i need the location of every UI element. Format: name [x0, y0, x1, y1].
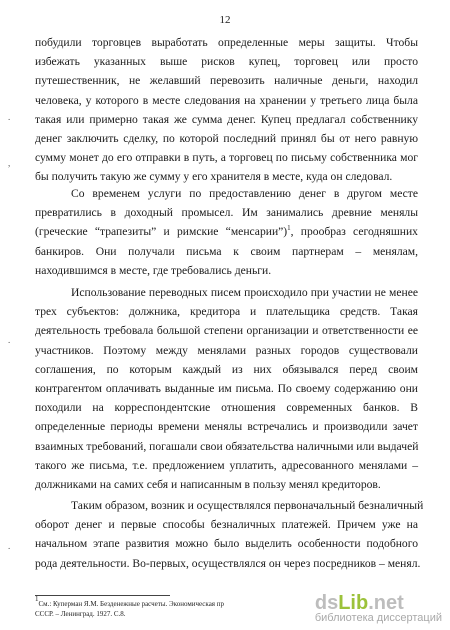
footnote-text: См.: Куперман Я.М. Безденежные расчеты. Экономическая пр: [38, 600, 225, 608]
footnote-line: [35, 595, 285, 609]
paragraph-4: [35, 496, 424, 573]
footnote-line: СССР. – Ленинград. 1927. С.8.: [35, 610, 126, 618]
text-line: побудили торговцев выработать определенные меры защиты. Чтобы: [35, 36, 418, 49]
margin-mark: .: [8, 112, 11, 122]
text-line: участников. Поэтому между менялами разных городов существовали: [35, 343, 418, 357]
watermark-tagline: библиотека диссертаций: [314, 612, 442, 624]
text-line: путешественник, не желавший перевозить наличные деньги, находил: [35, 74, 418, 88]
margin-mark: .: [8, 335, 11, 345]
text-line: избежать указанных выше рисков купец, торговец или просто: [35, 55, 418, 69]
paragraph-2: [35, 184, 418, 280]
text-line: контрагентом оплачивать выданные им письма. По своему содержанию они: [35, 381, 418, 395]
text-line: определенные периоды времени менялы встречались и производили зачет: [35, 420, 418, 434]
text-line: рода деятельности. Во-первых, осуществлялся он через посредников – менял.: [35, 556, 421, 570]
text-line: такая или примерно такая же сумма денег. Купец предлагал собственнику: [35, 112, 418, 126]
watermark: [315, 592, 442, 624]
text-line: походили на корреспондентские отношения современных банков. В: [35, 401, 418, 415]
text-line: Использование переводных писем происходило при участии не менее: [71, 286, 418, 299]
logo-lib: Lib: [338, 592, 369, 614]
text-line-with-footnote: [35, 222, 418, 241]
text-line: находившимся в месте, где требовались деньги.: [35, 263, 272, 277]
margin-mark: ,: [8, 158, 11, 168]
text-line: такого же письма, т.е. предложением уплатить, адресованного менялами –: [35, 458, 418, 472]
text-line: трех субъектов: должника, кредитора и плательщика средств. Такая: [35, 305, 418, 319]
text-line: превратились в доходный промысел. Им занимались древние менялы: [35, 206, 418, 220]
footnote: [35, 595, 285, 619]
footnote-reference: 1: [287, 224, 291, 233]
text-line: начальном этапе развития можно было выделить особенности подобного: [35, 537, 418, 551]
text-line: Таким образом, возник и осуществлялся первоначальный безналичный: [71, 499, 424, 512]
footnote-marker: 1: [35, 595, 39, 603]
text-line: оборот денег и первые способы безналичных платежей. Причем уже на: [35, 518, 418, 532]
paragraph-3: [35, 283, 418, 494]
margin-mark: .: [8, 541, 11, 551]
page-number: 12: [219, 14, 231, 26]
logo-ds: ds: [314, 592, 339, 614]
logo-net: .net: [368, 592, 404, 614]
text-line: деятельность требовала большой степени организации и ответственности ее: [35, 324, 418, 338]
text-line: Со временем услуги по предоставлению денег в другом месте: [71, 187, 418, 200]
text-line: денег заключить сделку, по которой последний принял бы от него равную: [35, 131, 418, 145]
text-line: взаимных требований, погашали свои обязательства наличными или выдачей: [35, 439, 419, 453]
footnote-divider: [35, 595, 170, 596]
paragraph-1: [35, 33, 418, 187]
text-line: соглашения, по которым каждый из них обязывался перед своим: [35, 362, 418, 376]
text-segment: (греческие “трапезиты” и римские “менсарии”): [35, 225, 288, 239]
text-line: банкиров. Они получали письма к своим партнерам – менялам,: [35, 244, 418, 258]
text-line: должниками на самих себя и написанным в пользу менял кредиторов.: [35, 477, 381, 491]
text-line: сумму монет до его отправки в путь, а торговец по письму собственника мог: [35, 151, 418, 165]
text-line: человека, у которого в месте следования на хранении у третьего лица была: [35, 93, 418, 107]
text-segment: , прообраз сегодняшних: [290, 225, 418, 239]
text-line: бы получить такую же сумму у его хранителя в месте, куда он следовал.: [35, 170, 393, 184]
